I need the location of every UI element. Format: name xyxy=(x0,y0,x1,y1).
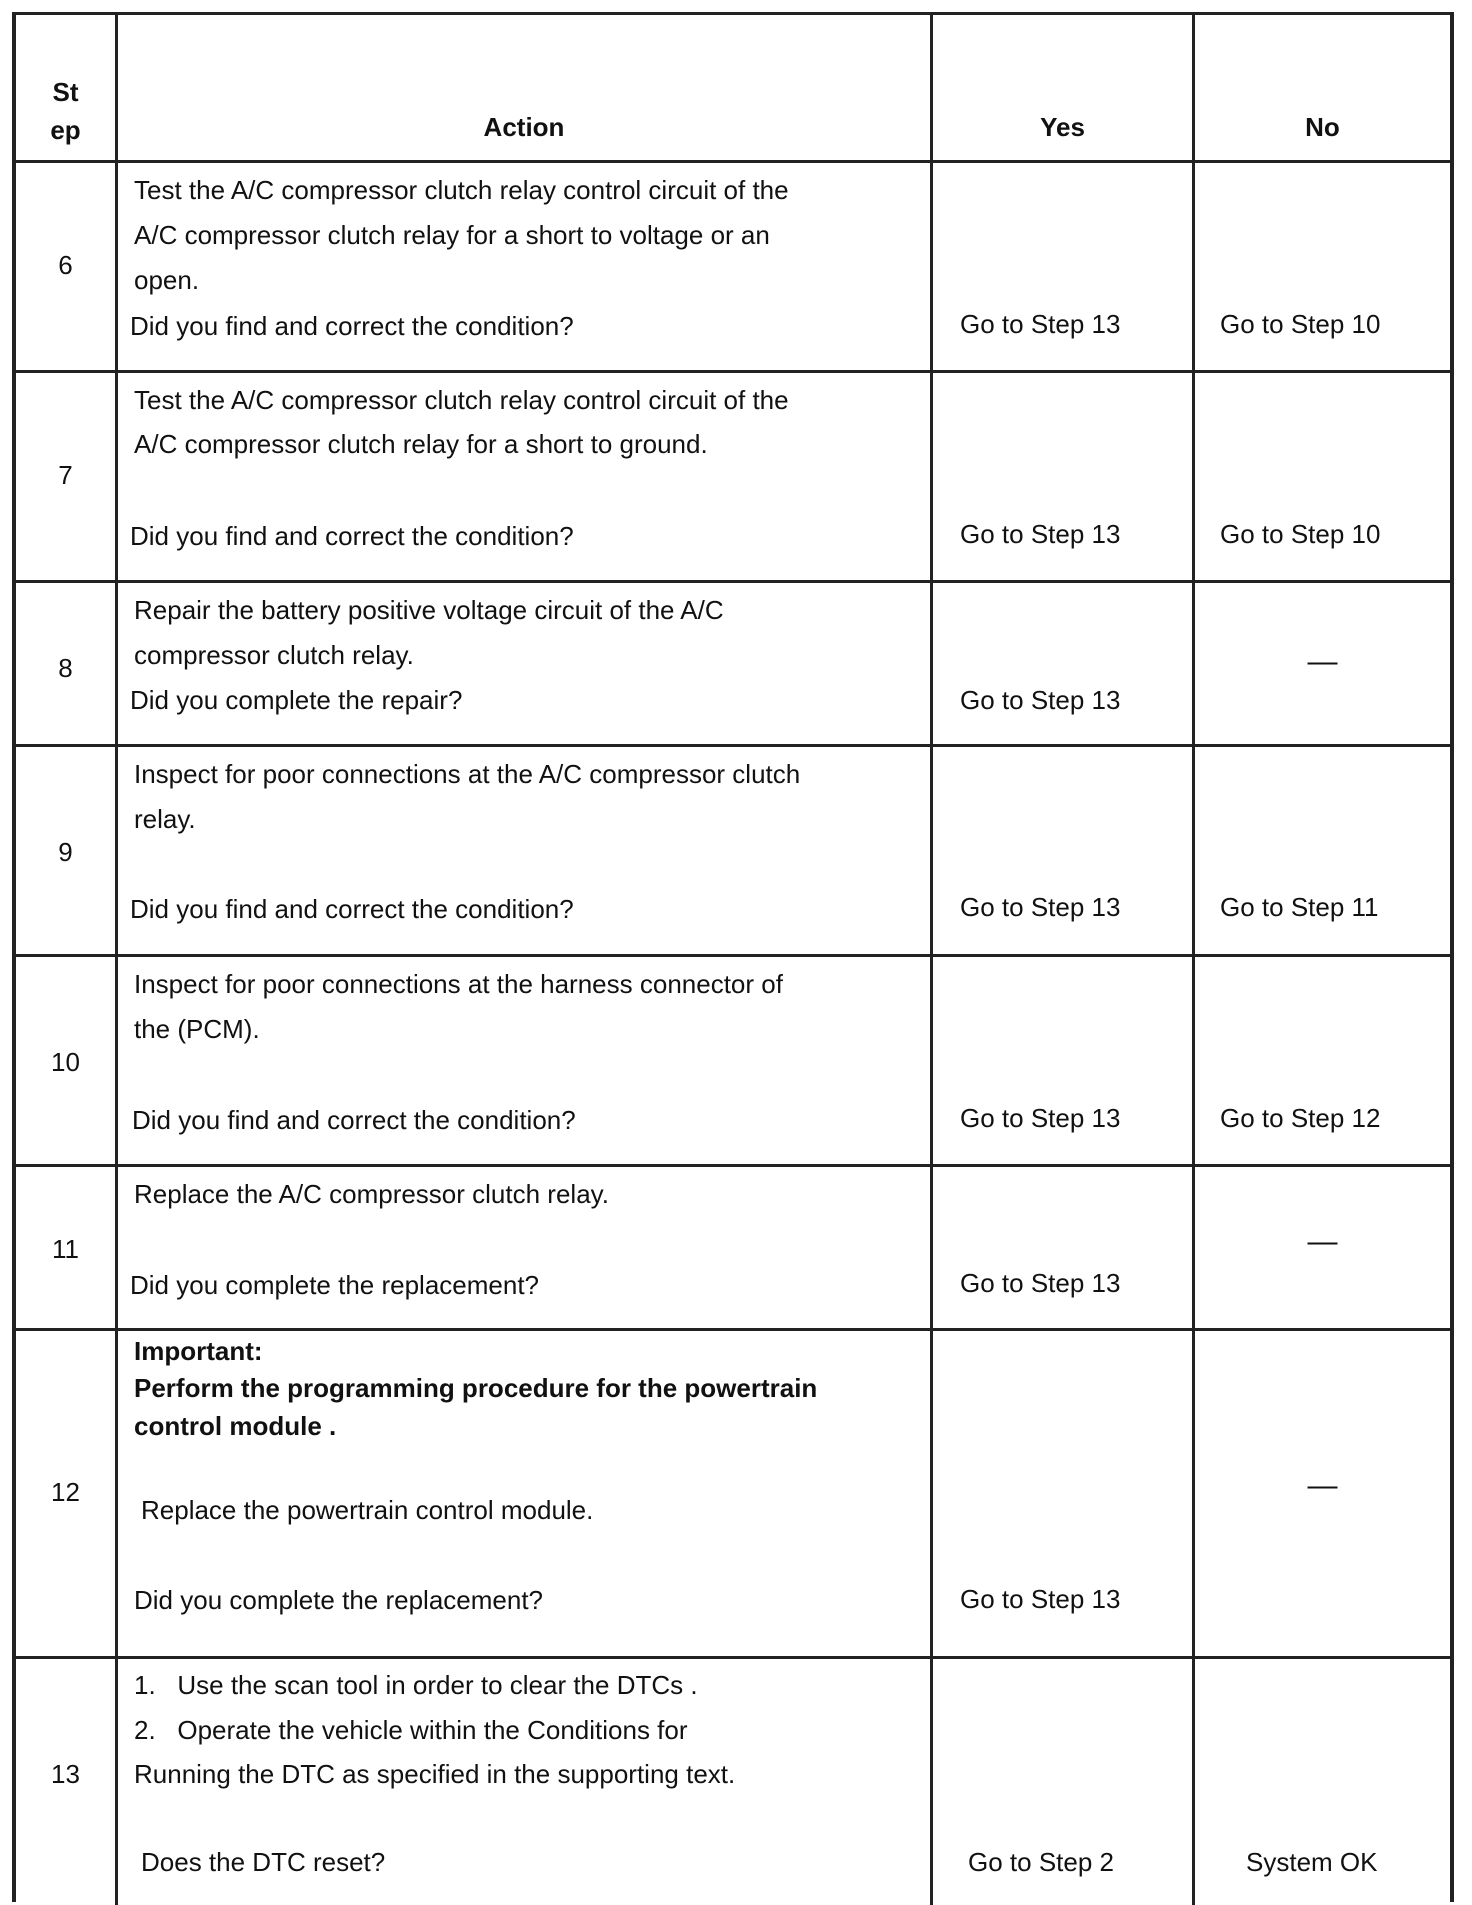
yes-value: Go to Step 13 xyxy=(960,892,1121,922)
yes-value: Go to Step 13 xyxy=(960,685,1121,715)
step-cell xyxy=(16,1167,118,1328)
no-value-dash: — xyxy=(1307,1225,1338,1258)
table-row xyxy=(16,747,1450,957)
action-line: A/C compressor clutch relay for a short to voltage or an xyxy=(134,220,770,250)
no-value: Go to Step 12 xyxy=(1220,1103,1381,1133)
no-cell xyxy=(1195,1659,1450,1905)
no-value-dash: — xyxy=(1307,645,1338,678)
no-value: Go to Step 11 xyxy=(1220,892,1379,922)
header-action: Action xyxy=(483,112,565,142)
yes-cell xyxy=(933,747,1195,954)
action-cell xyxy=(118,957,933,1164)
step-number: 6 xyxy=(58,250,73,280)
step-number: 11 xyxy=(52,1234,79,1264)
action-line: Replace the powertrain control module. xyxy=(141,1495,594,1525)
no-cell xyxy=(1195,373,1450,580)
action-question: Did you find and correct the condition? xyxy=(132,1105,576,1135)
step-number: 12 xyxy=(51,1477,80,1507)
yes-cell xyxy=(933,583,1195,744)
no-cell xyxy=(1195,747,1450,954)
no-value: System OK xyxy=(1246,1847,1378,1877)
action-question: Did you complete the replacement? xyxy=(130,1270,540,1300)
header-yes-cell xyxy=(933,15,1195,160)
action-line: Repair the battery positive voltage circuit of the A/C xyxy=(134,595,724,625)
action-cell xyxy=(118,747,933,954)
header-step-line2: ep xyxy=(50,115,81,145)
action-line: Running the DTC as specified in the supporting text. xyxy=(134,1759,736,1789)
header-no: No xyxy=(1305,112,1340,142)
action-question: Did you find and correct the condition? xyxy=(130,311,574,341)
action-cell xyxy=(118,583,933,744)
action-cell xyxy=(118,1331,933,1656)
step-cell xyxy=(16,583,118,744)
action-line: compressor clutch relay. xyxy=(134,640,414,670)
table-row xyxy=(16,1331,1450,1659)
action-question: Does the DTC reset? xyxy=(141,1847,386,1877)
important-line: Perform the programming procedure for the powertrain xyxy=(134,1373,818,1403)
yes-cell xyxy=(933,1659,1195,1905)
step-number: 8 xyxy=(58,653,73,683)
action-line: 1. Use the scan tool in order to clear the DTCs . xyxy=(134,1670,698,1700)
table-row xyxy=(16,583,1450,747)
yes-cell xyxy=(933,163,1195,370)
step-cell xyxy=(16,1331,118,1656)
step-number: 9 xyxy=(58,837,73,867)
action-line: Inspect for poor connections at the A/C compressor clutch xyxy=(134,759,801,789)
action-line: open. xyxy=(134,265,200,295)
action-line: Test the A/C compressor clutch relay control circuit of the xyxy=(134,385,789,415)
action-line: A/C compressor clutch relay for a short to ground. xyxy=(134,429,708,459)
yes-value: Go to Step 13 xyxy=(960,519,1121,549)
important-label: Important: xyxy=(134,1336,263,1366)
table-row xyxy=(16,1167,1450,1331)
step-cell xyxy=(16,1659,118,1905)
no-value-dash: — xyxy=(1307,1469,1338,1502)
important-line: control module . xyxy=(134,1411,337,1441)
table-header-row xyxy=(16,15,1450,163)
action-question: Did you find and correct the condition? xyxy=(130,521,574,551)
no-cell xyxy=(1195,583,1450,744)
action-question: Did you find and correct the condition? xyxy=(130,894,574,924)
step-number: 7 xyxy=(58,460,73,490)
no-cell xyxy=(1195,1331,1450,1656)
yes-value: Go to Step 2 xyxy=(968,1847,1114,1877)
no-cell xyxy=(1195,1167,1450,1328)
action-line: Replace the A/C compressor clutch relay. xyxy=(134,1179,609,1209)
action-question: Did you complete the repair? xyxy=(130,685,463,715)
header-no-cell xyxy=(1195,15,1450,160)
header-action-cell xyxy=(118,15,933,160)
yes-value: Go to Step 13 xyxy=(960,1103,1121,1133)
action-line: Test the A/C compressor clutch relay control circuit of the xyxy=(134,175,789,205)
step-cell xyxy=(16,373,118,580)
step-number: 13 xyxy=(51,1759,80,1789)
step-cell xyxy=(16,747,118,954)
step-number: 10 xyxy=(51,1047,80,1077)
action-line: Inspect for poor connections at the harness connector of xyxy=(134,969,783,999)
yes-value: Go to Step 13 xyxy=(960,309,1121,339)
table-row xyxy=(16,163,1450,373)
action-cell xyxy=(118,373,933,580)
no-value: Go to Step 10 xyxy=(1220,519,1381,549)
step-cell xyxy=(16,957,118,1164)
table-row xyxy=(16,1659,1450,1905)
action-cell xyxy=(118,1167,933,1328)
header-step-cell xyxy=(16,15,118,160)
table-row xyxy=(16,957,1450,1167)
yes-value: Go to Step 13 xyxy=(960,1584,1121,1614)
action-line: relay. xyxy=(134,804,196,834)
step-cell xyxy=(16,163,118,370)
action-cell xyxy=(118,1659,933,1905)
action-question: Did you complete the replacement? xyxy=(134,1585,544,1615)
yes-cell xyxy=(933,373,1195,580)
action-line: the (PCM). xyxy=(134,1014,260,1044)
diagnostic-table xyxy=(12,12,1454,1902)
yes-cell xyxy=(933,1167,1195,1328)
no-value: Go to Step 10 xyxy=(1220,309,1381,339)
action-line: 2. Operate the vehicle within the Conditions for xyxy=(134,1715,688,1745)
yes-value: Go to Step 13 xyxy=(960,1268,1121,1298)
no-cell xyxy=(1195,163,1450,370)
action-cell xyxy=(118,163,933,370)
table-row xyxy=(16,373,1450,583)
no-cell xyxy=(1195,957,1450,1164)
header-yes: Yes xyxy=(1040,112,1085,142)
header-step-line1: St xyxy=(52,77,79,107)
yes-cell xyxy=(933,957,1195,1164)
yes-cell xyxy=(933,1331,1195,1656)
